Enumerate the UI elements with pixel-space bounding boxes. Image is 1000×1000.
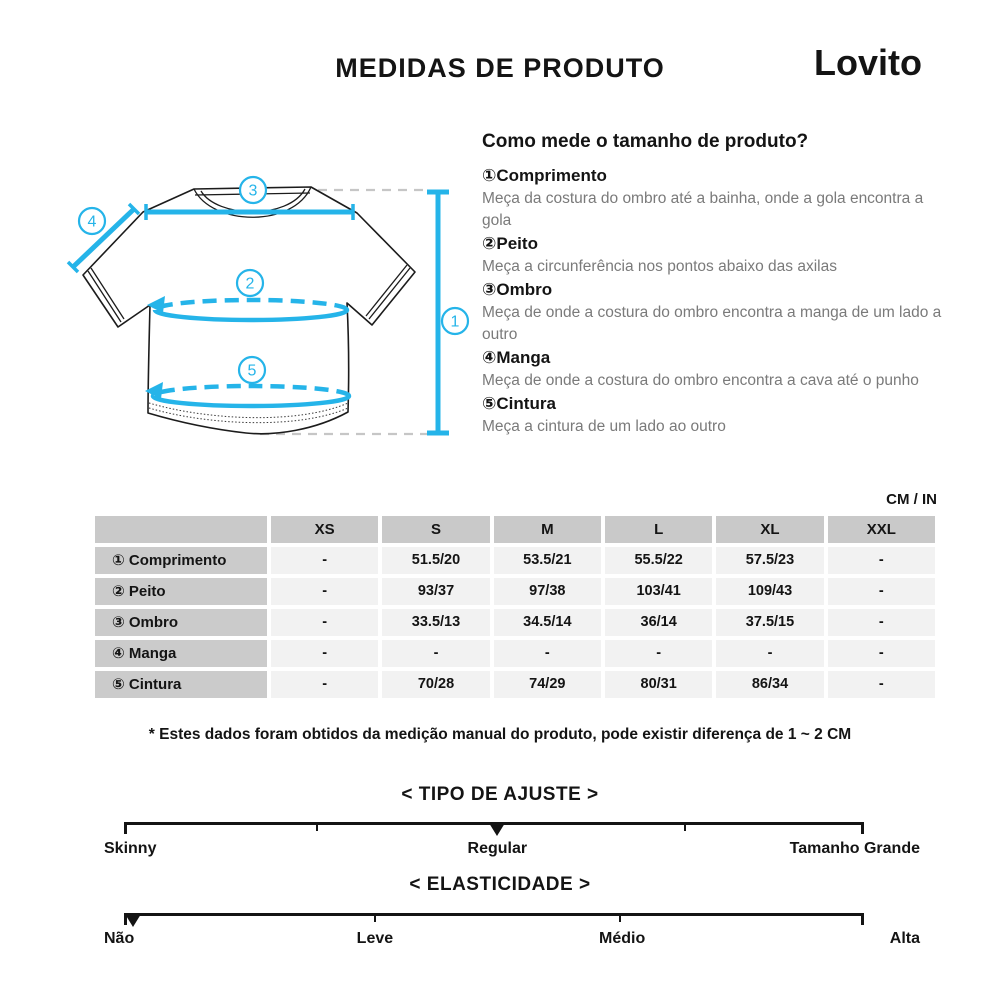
size-cell: 34.5/14 [494,609,601,636]
size-cell: 36/14 [605,609,712,636]
measure-item-desc: Meça a cintura de um lado ao outro [482,418,726,435]
measure-item-desc: Meça a circunferência nos pontos abaixo das axilas [482,258,837,275]
size-cell: - [382,640,489,667]
size-row-label: ④ Manga [95,640,267,667]
size-cell: - [716,640,823,667]
guide-items [482,164,944,438]
size-row-label: ⑤ Cintura [95,671,267,698]
size-col-header: XL [716,516,823,543]
scale-tick [316,822,318,831]
size-col-header: M [494,516,601,543]
fit-type-line [124,822,864,836]
scale-tick [374,913,376,922]
table-corner-cell [95,516,267,543]
callout-2-number: 2 [245,275,255,293]
size-cell: - [271,671,378,698]
scale-label: Regular [467,840,528,857]
size-table [95,516,935,698]
size-cell: 70/28 [382,671,489,698]
size-cell: 103/41 [605,578,712,605]
size-cell: 109/43 [716,578,823,605]
elasticity-title: < ELASTICIDADE > [409,874,591,895]
scale-label: Alta [889,930,920,947]
elasticity-scale [0,874,1000,964]
measure-item-label: ⑤Cintura [482,394,556,413]
units-label: CM / IN [886,491,937,508]
size-col-header: S [382,516,489,543]
size-row-label: ② Peito [95,578,267,605]
measure-item-label: ④Manga [482,348,551,367]
measure-item-desc: Meça de onde a costura do ombro encontra a manga de um lado a outro [482,304,942,343]
scale-label: Leve [356,930,394,947]
elasticity-line [124,913,864,927]
measure-item-desc: Meça de onde a costura do ombro encontra a cava até o punho [482,372,919,389]
callout-5-number: 5 [247,362,257,380]
size-cell: 86/34 [716,671,823,698]
size-cell: - [828,547,935,574]
measure-item-desc: Meça da costura do ombro até a bainha, onde a gola encontra a gola [482,190,924,229]
size-cell: 93/37 [382,578,489,605]
size-cell: - [271,547,378,574]
size-col-header: XS [271,516,378,543]
scale-label: Skinny [104,840,157,857]
fit-type-labels [104,840,920,862]
size-cell: - [828,578,935,605]
size-cell: 57.5/23 [716,547,823,574]
guide-heading: Como mede o tamanho de produto? [482,131,809,152]
size-col-header: XXL [828,516,935,543]
size-cell: 97/38 [494,578,601,605]
size-cell: - [271,609,378,636]
elasticity-labels [104,930,920,952]
measurement-guide [482,131,944,438]
callout-3-number: 3 [248,182,258,200]
size-row-label: ③ Ombro [95,609,267,636]
size-cell: - [271,640,378,667]
size-cell: - [828,671,935,698]
scale-label: Tamanho Grande [789,840,920,857]
size-col-header: L [605,516,712,543]
size-cell: 33.5/13 [382,609,489,636]
size-cell: - [828,640,935,667]
size-cell: - [828,609,935,636]
callout-1-number: 1 [450,313,460,331]
brand-logo: Lovito [814,42,922,83]
size-row-label: ① Comprimento [95,547,267,574]
measure-item-label: ②Peito [482,234,538,253]
size-cell: 53.5/21 [494,547,601,574]
size-cell: 74/29 [494,671,601,698]
scale-marker-icon [489,823,505,836]
scale-label: Médio [599,930,646,947]
size-cell: 37.5/15 [716,609,823,636]
measure-item-label: ③Ombro [482,280,553,299]
scale-tick [684,822,686,831]
measure-item-label: ①Comprimento [482,166,607,185]
fit-type-title: < TIPO DE AJUSTE > [401,784,599,805]
measurement-disclaimer: * Estes dados foram obtidos da medição manual do produto, pode existir diferença de 1 ~ 2 CM [148,726,852,743]
scale-marker-icon [125,914,141,927]
size-cell: - [605,640,712,667]
tshirt-outline [83,187,415,434]
fit-type-scale [0,784,1000,874]
callout-4-number: 4 [87,213,97,231]
size-cell: 55.5/22 [605,547,712,574]
size-cell: 80/31 [605,671,712,698]
page-title: MEDIDAS DE PRODUTO [335,53,665,83]
size-cell: 51.5/20 [382,547,489,574]
tshirt-measurement-diagram [60,150,480,470]
scale-tick [619,913,621,922]
size-cell: - [271,578,378,605]
scale-label: Não [104,930,135,947]
size-cell: - [494,640,601,667]
